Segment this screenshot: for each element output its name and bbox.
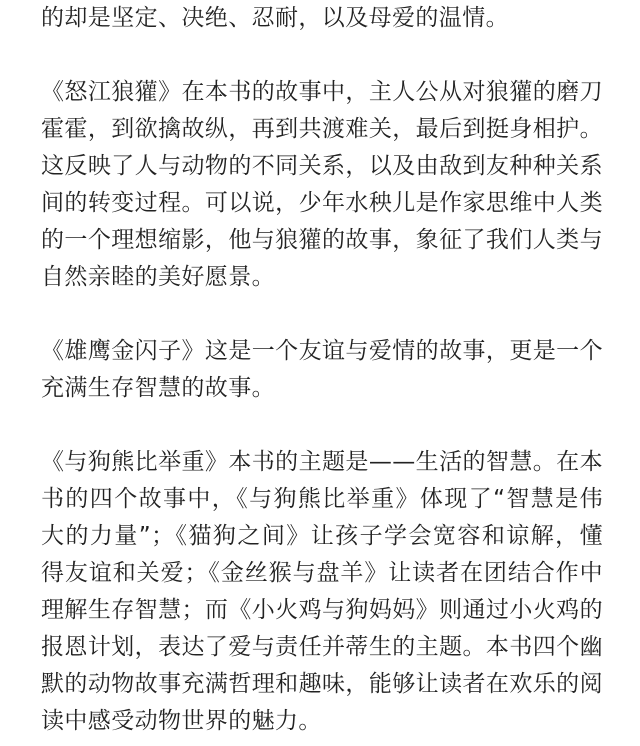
paragraph-nujiang-wolverine: 《怒江狼獾》在本书的故事中，主人公从对狼獾的磨刀霍霍，到欲擒故纵，再到共渡难关，最后到挺身相护。这反映了人与动物的不同关系，以及由敌到友种种关系间的转变过程。可以说，少年水秧儿是作家思维中人类的一个理想缩影，他与狼獾的故事，象征了我们人类与自然亲睦的美好愿景。: [41, 79, 603, 290]
paragraph-intro-tail: 的却是坚定、决绝、忍耐，以及母爱的温情。: [41, 5, 509, 31]
paragraph-spacer: [41, 37, 603, 74]
paragraph-spacer: [41, 407, 603, 444]
paragraph-eagle-jinshanzi: 《雄鹰金闪子》这是一个友谊与爱情的故事，更是一个充满生存智慧的故事。: [41, 338, 603, 401]
paragraph-bear-weightlifting: 《与狗熊比举重》本书的主题是——生活的智慧。在本书的四个故事中，《与狗熊比举重》体现了“智慧是伟大的力量”；《猫狗之间》让孩子学会宽容和谅解，懂得友谊和关爱；《金丝猴与盘羊》让读者在团结合作中理解生存智慧；而《小火鸡与狗妈妈》则通过小火鸡的报恩计划，表达了爱与责任并蒂生的主题。本书四个幽默的动物故事充满哲理和趣味，能够让读者在欢乐的阅读中感受动物世界的魅力。: [41, 449, 603, 734]
paragraph-spacer: [41, 296, 603, 333]
